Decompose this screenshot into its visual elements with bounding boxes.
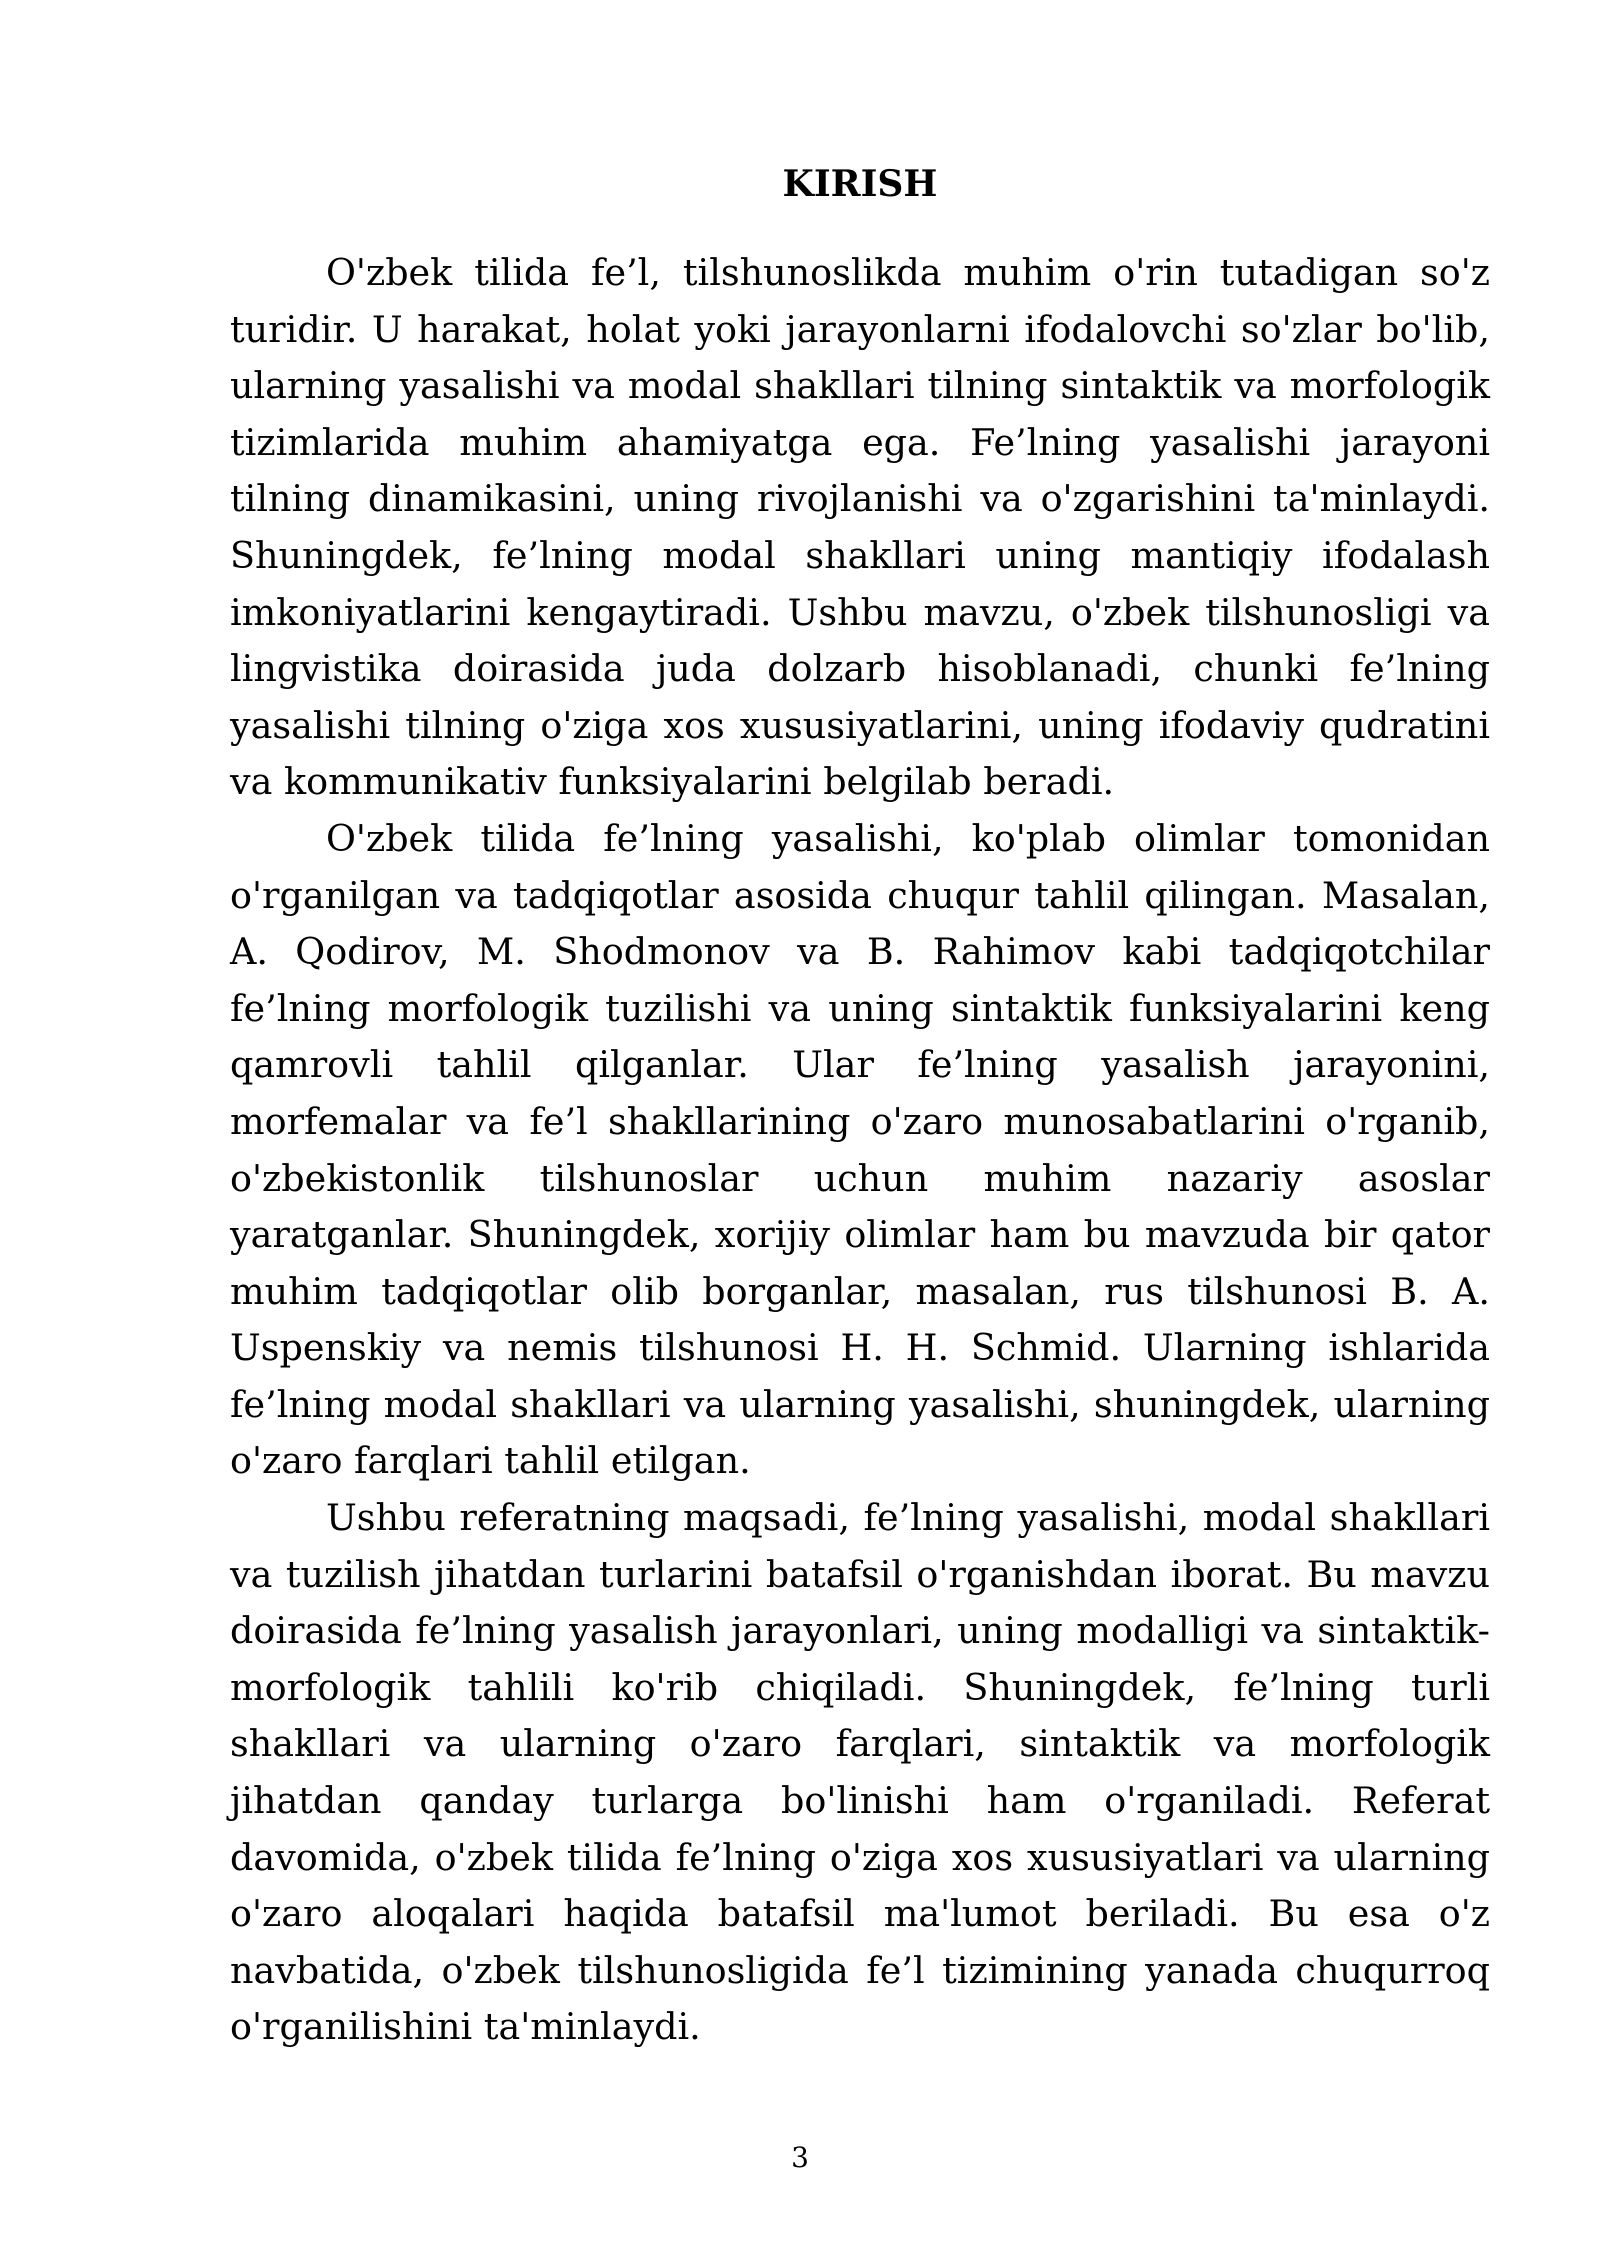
section-title: KIRISH <box>782 163 938 205</box>
page-number: 3 <box>791 2141 809 2174</box>
paragraph-2: O'zbek tilida fe’lning yasalishi, ko'plab olimlar tomonidan o'rganilgan va tadqiqotlar asosida chuqur tahlil qilingan. Masalan, A. Qodirov, M. Shodmonov va B. Rahimov kabi tadqiqotchilar fe’lning morfologik tuzilishi va uning sintaktik funksiyalarini keng qamrovli tahlil qilganlar. Ular fe’lning yasalish jarayonini, morfemalar va fe’l shakllarining o'zaro munosabatlarini o'rganib, o'zbekistonlik tilshunoslar uchun muhim nazariy asoslar yaratganlar. Shuningdek, xorijiy olimlar ham bu mavzuda bir qator muhim tadqiqotlar olib borganlar, masalan, rus tilshunosi B. A. Uspenskiy va nemis tilshunosi H. H. Schmid. Ularning ishlarida fe’lning modal shakllari va ularning yasalishi, shuningdek, ularning o'zaro farqlari tahlil etilgan. <box>230 816 1490 1483</box>
body-text <box>230 245 1490 2056</box>
paragraph-1: O'zbek tilida fe’l, tilshunoslikda muhim o'rin tutadigan so'z turidir. U harakat, holat yoki jarayonlarni ifodalovchi so'zlar bo'lib, ularning yasalishi va modal shakllari tilning sintaktik va morfologik tizimlarida muhim ahamiyatga ega. Fe’lning yasalishi jarayoni tilning dinamikasini, uning rivojlanishi va o'zgarishini ta'minlaydi. Shuningdek, fe’lning modal shakllari uning mantiqiy ifodalash imkoniyatlarini kengaytiradi. Ushbu mavzu, o'zbek tilshunosligi va lingvistika doirasida juda dolzarb hisoblanadi, chunki fe’lning yasalishi tilning o'ziga xos xususiyatlarini, uning ifodaviy qudratini va kommunikativ funksiyalarini belgilab beradi. <box>230 251 1490 804</box>
paragraph-3: Ushbu referatning maqsadi, fe’lning yasalishi, modal shakllari va tuzilish jihatdan turlarini batafsil o'rganishdan iborat. Bu mavzu doirasida fe’lning yasalish jarayonlari, uning modalligi va sintaktik-morfologik tahlili ko'rib chiqiladi. Shuningdek, fe’lning turli shakllari va ularning o'zaro farqlari, sintaktik va morfologik jihatdan qanday turlarga bo'linishi ham o'rganiladi. Referat davomida, o'zbek tilida fe’lning o'ziga xos xususiyatlari va ularning o'zaro aloqalari haqida batafsil ma'lumot beriladi. Bu esa o'z navbatida, o'zbek tilshunosligida fe’l tizimining yanada chuqurroq o'rganilishini ta'minlaydi. <box>230 1496 1490 2049</box>
